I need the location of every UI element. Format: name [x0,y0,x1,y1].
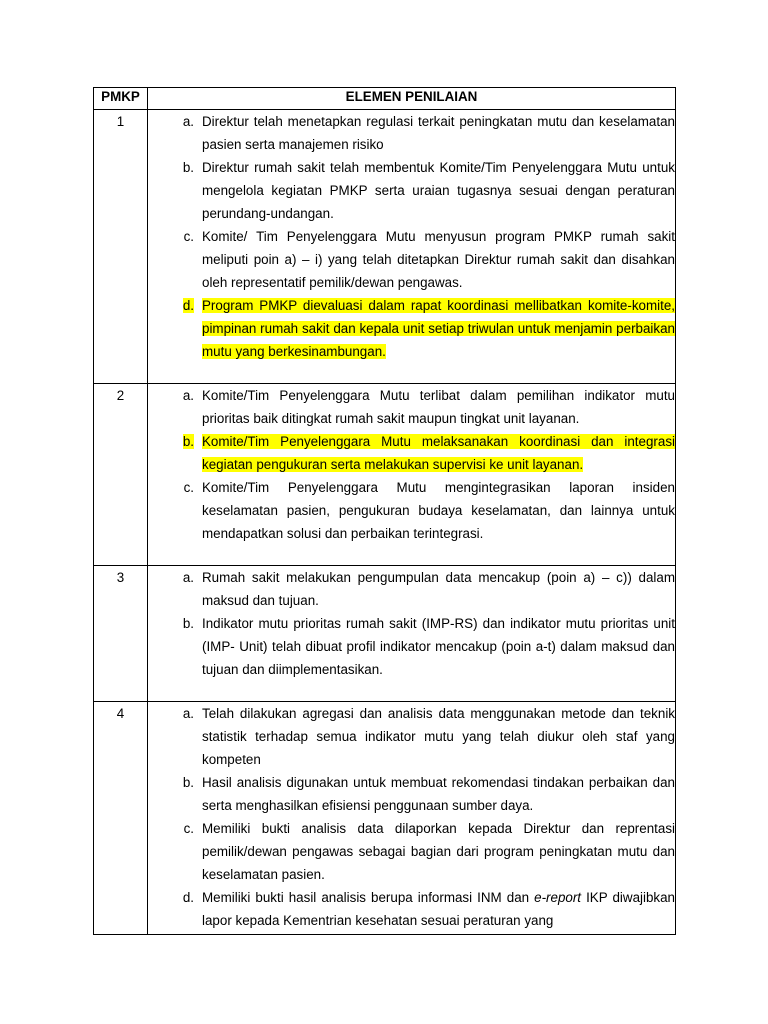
item-marker: d. [182,890,194,905]
table-row [94,110,676,384]
item-marker: a. [182,114,194,129]
table-header-row [94,88,676,110]
element-list [148,384,675,565]
assessment-table [93,87,676,935]
list-item [148,156,675,225]
list-item [148,225,675,294]
list-item [148,110,675,156]
list-item [148,476,675,545]
item-text: Indikator mutu prioritas rumah sakit (IMP-RS) dan indikator mutu prioritas unit (IMP- Unit) telah dibuat profil indikator mencakup (poin a-t) dalam maksud dan tujuan dan diimplementasikan. [202,616,675,677]
item-text: Direktur telah menetapkan regulasi terkait peningkatan mutu dan keselamatan pasien serta manajemen risiko [202,114,675,152]
table-row [94,384,676,566]
element-list [148,702,675,932]
item-text: Direktur rumah sakit telah membentuk Komite/Tim Penyelenggara Mutu untuk mengelola kegiatan PMKP serta uraian tugasnya sesuai dengan peraturan perundang-undangan. [202,160,675,221]
item-marker: b. [182,160,194,175]
item-marker: a. [182,706,194,721]
list-item [148,566,675,612]
list-item [148,771,675,817]
item-text: Memiliki bukti analisis data dilaporkan kepada Direktur dan reprentasi pemilik/dewan pengawas sebagai bagian dari program peningkatan mutu dan keselamatan pasien. [202,821,675,882]
highlighted-text: Komite/Tim Penyelenggara Mutu melaksanakan koordinasi dan integrasi kegiatan pengukuran serta melakukan supervisi ke unit layanan. [202,434,675,472]
list-item [148,817,675,886]
highlighted-text: Program PMKP dievaluasi dalam rapat koordinasi mellibatkan komite-komite, pimpinan rumah sakit dan kepala unit setiap triwulan untuk menjamin perbaikan mutu yang berkesinambungan. [202,298,675,359]
item-marker: a. [182,570,194,585]
item-marker: c. [183,229,194,244]
item-text [202,430,675,476]
list-item [148,886,675,932]
row-number: 2 [94,384,148,566]
item-marker: b. [182,434,194,449]
item-text: Komite/ Tim Penyelenggara Mutu menyusun program PMKP rumah sakit meliputi poin a) – i) yang telah ditetapkan Direktur rumah sakit dan disahkan oleh representatif pemilik/dewan pengawas. [202,229,675,290]
item-text [202,294,675,363]
element-list [148,566,675,701]
row-number: 1 [94,110,148,384]
table-row [94,566,676,702]
list-item [148,612,675,681]
row-elements [148,702,676,935]
list-item [148,702,675,771]
header-elemen-penilaian: ELEMEN PENILAIAN [148,88,676,110]
item-marker: c. [183,821,194,836]
row-elements [148,110,676,384]
item-marker: d. [182,298,194,313]
header-pmkp: PMKP [94,88,148,110]
row-elements [148,566,676,702]
list-item-highlighted [148,294,675,363]
table-row [94,702,676,935]
list-item-highlighted [148,430,675,476]
element-list [148,110,675,383]
item-text: Telah dilakukan agregasi dan analisis data menggunakan metode dan teknik statistik terhadap semua indikator mutu yang telah diukur oleh staf yang kompeten [202,706,675,767]
item-text: Rumah sakit melakukan pengumpulan data mencakup (poin a) – c)) dalam maksud dan tujuan. [202,570,675,608]
item-marker: c. [183,480,194,495]
item-marker: a. [182,388,194,403]
item-marker: b. [182,616,194,631]
item-text: Komite/Tim Penyelenggara Mutu mengintegrasikan laporan insiden keselamatan pasien, pengukuran budaya keselamatan, dan lainnya untuk mendapatkan solusi dan perbaikan terintegrasi. [202,480,675,541]
item-text: Memiliki bukti hasil analisis berupa informasi INM dan e-report IKP diwajibkan lapor kepada Kementrian kesehatan sesuai peraturan yang [202,890,675,928]
italic-term: e-report [534,890,582,905]
list-item [148,384,675,430]
item-marker: b. [182,775,194,790]
item-text: Komite/Tim Penyelenggara Mutu terlibat dalam pemilihan indikator mutu prioritas baik ditingkat rumah sakit maupun tingkat unit layanan. [202,388,675,426]
row-number: 4 [94,702,148,935]
row-number: 3 [94,566,148,702]
row-elements [148,384,676,566]
item-text: Hasil analisis digunakan untuk membuat rekomendasi tindakan perbaikan dan serta menghasilkan efisiensi penggunaan sumber daya. [202,775,675,813]
